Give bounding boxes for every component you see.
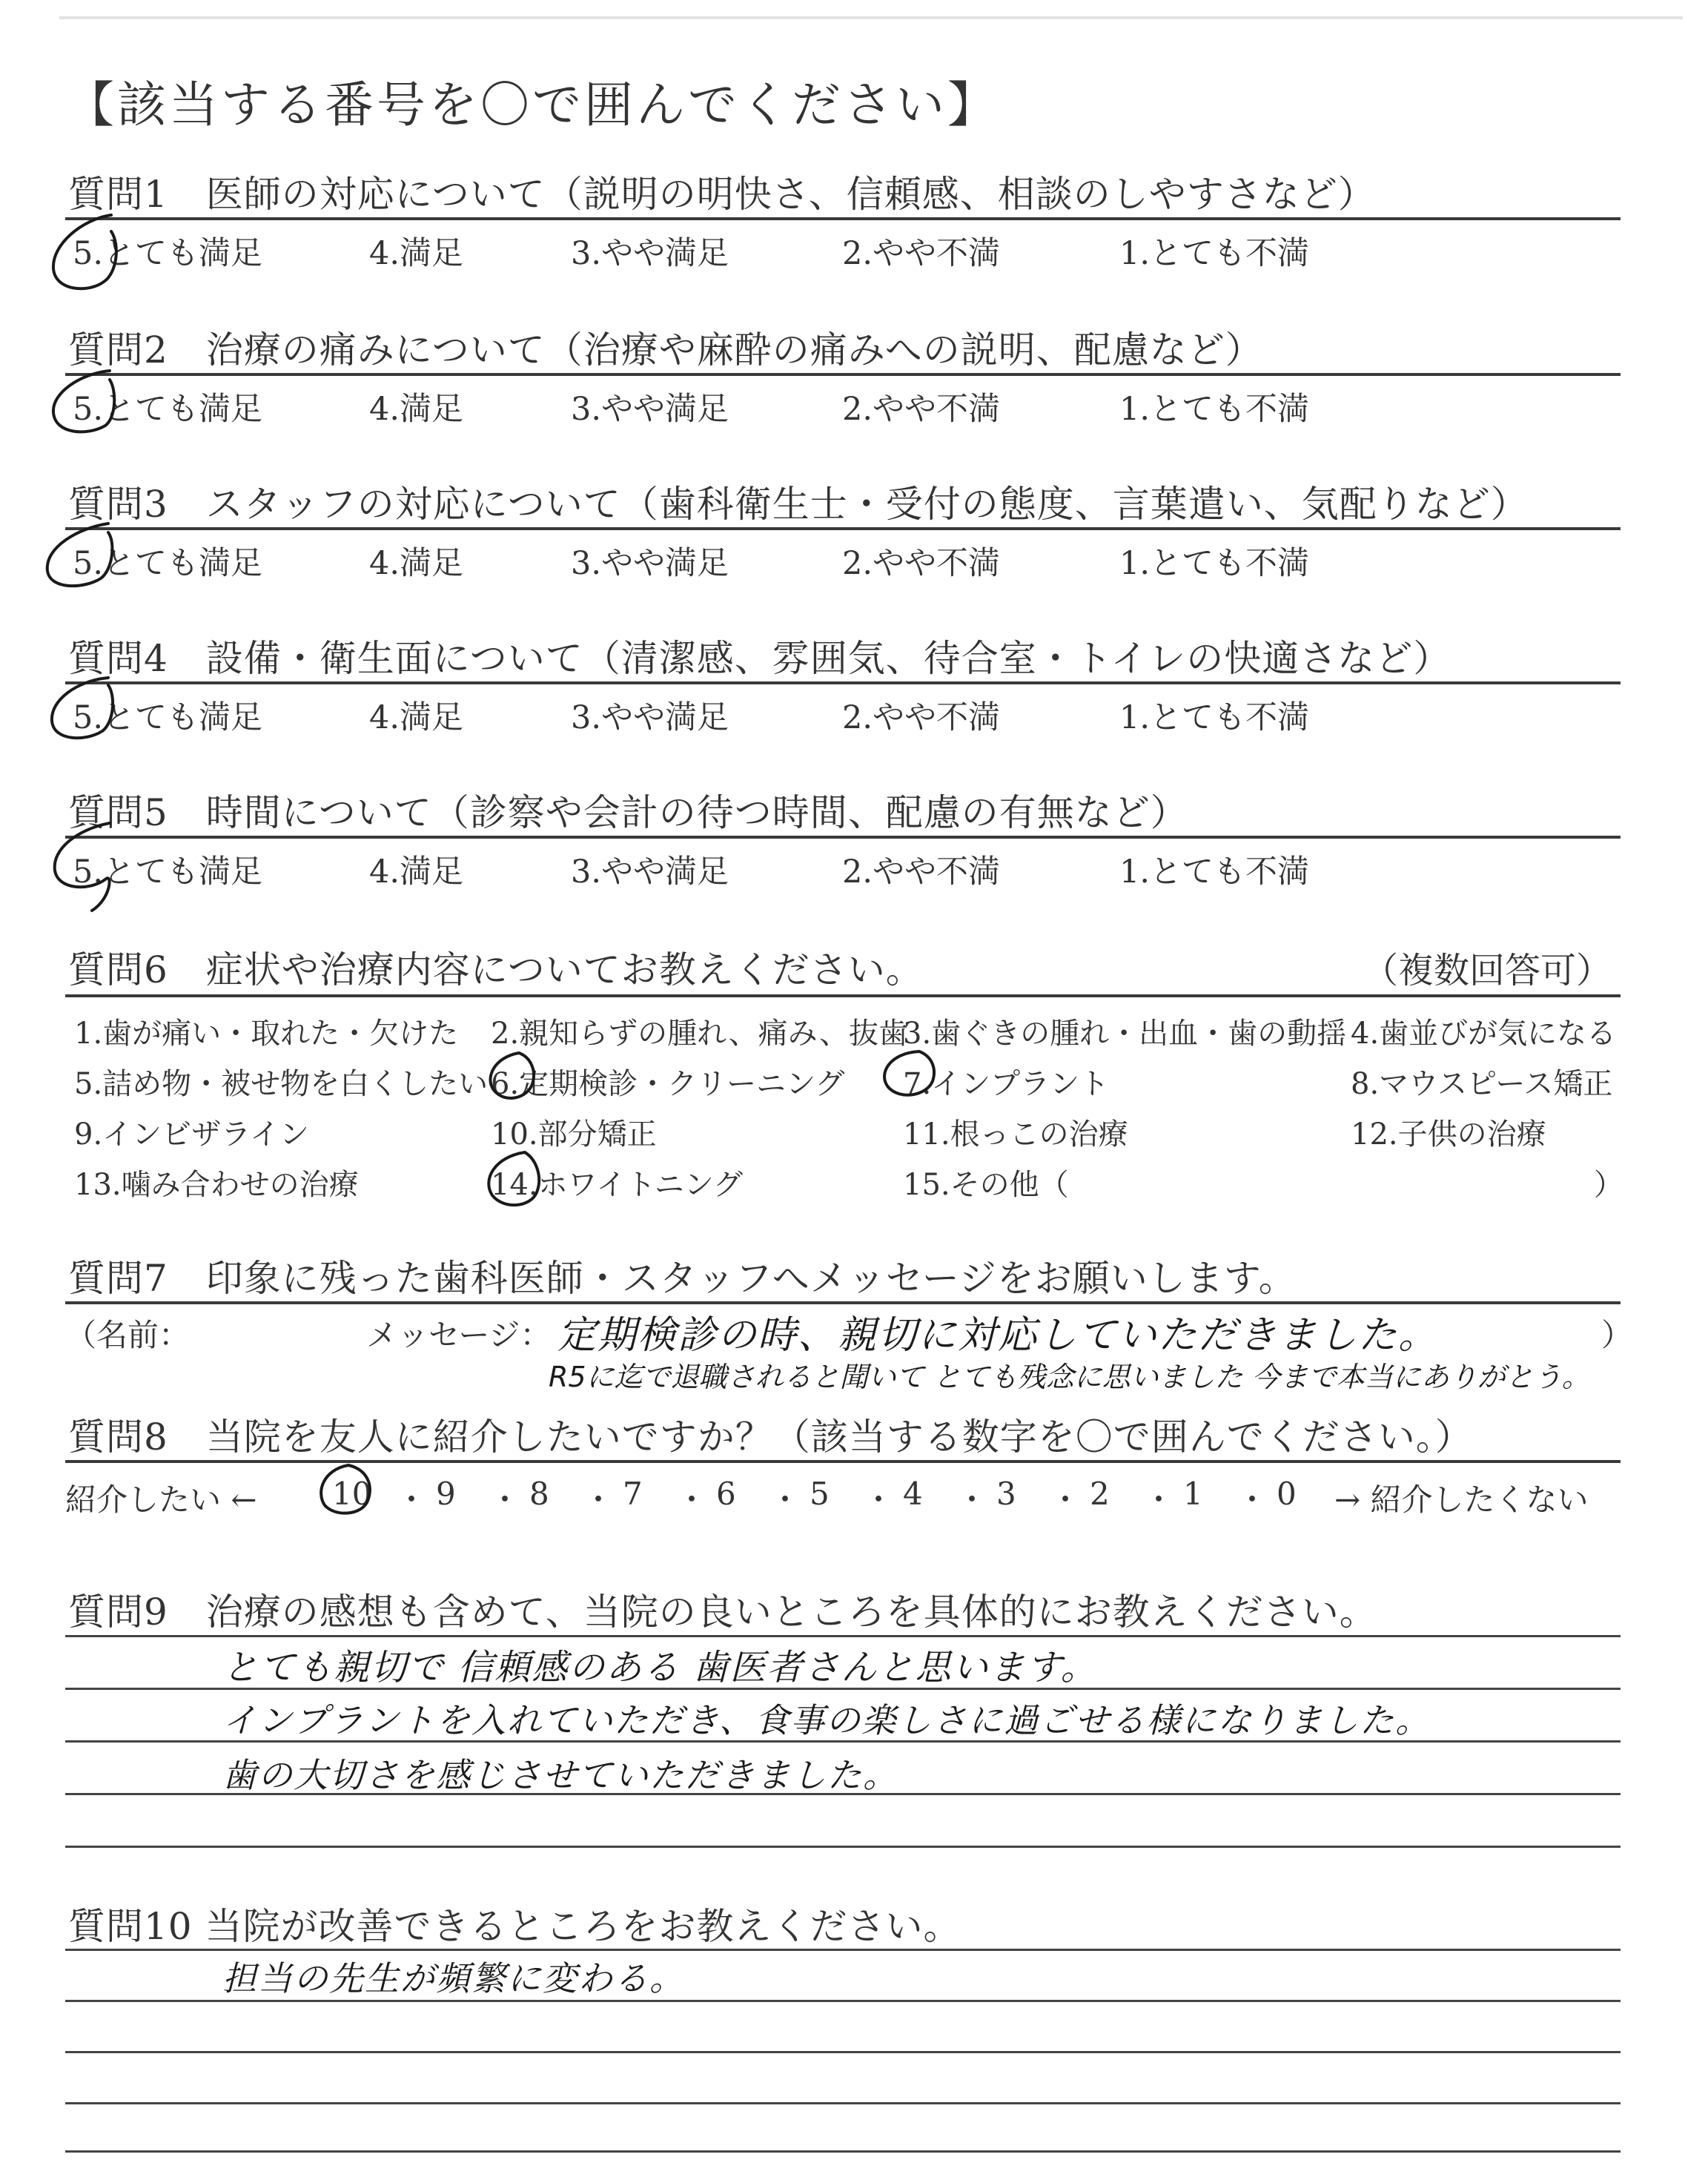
q4-circle-mark bbox=[52, 678, 113, 738]
option-3[interactable]: 3.やや満足 bbox=[571, 853, 729, 891]
option-4[interactable]: 4.満足 bbox=[369, 853, 464, 891]
option-3[interactable]: 3.やや満足 bbox=[571, 699, 729, 736]
option-3[interactable]: 3.やや満足 bbox=[571, 235, 729, 272]
scale-7[interactable]: 7 bbox=[623, 1476, 643, 1512]
question-3-title: 質問3 スタッフの対応について（歯科衛生士・受付の態度、言葉遣い、気配りなど） bbox=[68, 483, 1529, 526]
q9-handwriting-line-2: インプラントを入れていただき、食事の楽しさに過ごせる様になりました。 bbox=[222, 1700, 1431, 1740]
scale-5[interactable]: 5 bbox=[810, 1476, 830, 1512]
symptom-option-6[interactable]: 6.定期検診・クリーニング bbox=[491, 1067, 845, 1101]
question-10-title: 質問10 当院が改善できるところをお教えください。 bbox=[68, 1905, 961, 1948]
symptom-option-15[interactable]: 15.その他（ bbox=[903, 1168, 1069, 1202]
symptom-option-7[interactable]: 7.インプラント bbox=[903, 1067, 1110, 1101]
question-7-title: 質問7 印象に残った歯科医師・スタッフへメッセージをお願いします。 bbox=[68, 1257, 1297, 1300]
name-label: （名前： bbox=[65, 1317, 191, 1353]
scale-9[interactable]: 9 bbox=[436, 1476, 456, 1512]
option-5[interactable]: 5.とても満足 bbox=[73, 391, 263, 428]
question-8-title: 質問8 当院を友人に紹介したいですか？（該当する数字を〇で囲んでください。） bbox=[68, 1416, 1473, 1459]
message-label: メッセージ： bbox=[366, 1317, 552, 1353]
q6-option7-circle-mark bbox=[884, 1051, 934, 1095]
option-1[interactable]: 1.とても不満 bbox=[1119, 699, 1310, 736]
option-5[interactable]: 5.とても満足 bbox=[73, 235, 263, 272]
message-close-paren: ） bbox=[1601, 1317, 1633, 1353]
q2-circle-mark bbox=[53, 371, 114, 432]
message-handwriting-line-2: R5に迄で退職されると聞いて とても残念に思いました 今まで本当にありがとう。 bbox=[549, 1361, 1590, 1393]
other-close-paren: ） bbox=[1594, 1168, 1623, 1202]
survey-sheet: 【該当する番号を〇で囲んでください】 質問1 医師の対応について（説明の明快さ、信頼感、相談のしやすさなど） 5.とても満足 4.満足 3.やや満足 2.やや不満 1.とても不満 質問2 治療の痛みについて（治療や麻酔の痛みへの説明、配慮など） 5.とても満足 4.満足 3.やや満足 2.やや不満 1.とても不満 質問3 スタッフの対応について（歯科衛生士・受付の態度、言葉遣い、気配りなど） 5.とても満足 4.満足 3.やや満足 2.やや不満 1.とても不満 質問4 設備・衛生面について（清潔感、雰囲気、待合室・トイレの快適さなど） 5.とても満足 4.満足 3.やや満足 2.やや不満 1.とても不満 質問5 時間について（診察や会計の待つ時間、配慮の有無など） 5.とても満足 4.満足 3.やや満足 2.やや不満 1.とても不満 質問6 症状や治療内容についてお教えください。 （複数回答可） 1.歯が痛い・取れた・欠けた 2.親知らずの腫れ、痛み、抜歯 3.歯ぐきの腫れ・出血・歯の動揺 4.歯並びが気になる 5.詰め物・被せ物を白くしたい 6.定期検診・クリーニング 7.インプラント 8.マウスピース矯正 9.インビザライン 10.部分矯正 11.根っこの治療 12.子供の治療 13.噛み合わせの治療 14.ホワイトニング 15.その他（ ） 質問7 印象に残った歯科医師・スタッフへメッセージをお願いします。 （名前： メッセージ： ） 定期検診の時、親切に対応していただきました。 R5に迄で退職されると聞いて とても残念に思いました 今まで本当にありがとう。 質問8 当院を友人に紹介したいですか？（該当する数字を〇で囲んでください。） 紹介したい ← → 紹介したくない 10 ・ 9 ・ 8 ・ 7 ・ 6 ・ 5 ・ 4 ・ 3 ・ 2 ・ 1 ・ 0 質問9 治療の感想も含めて、当院の良いところを具体的にお教えください。 とても親切で 信頼感のある 歯医者さんと思います。 インプラントを入れていただき、食事の楽しさに過ごせる様になりました。 歯の大切さを感じさせていただきました。 質問10 当院が改善できるところをお教えください。 担当の先生が頻繁に変わる。 bbox=[0, 0, 1708, 2160]
scale-6[interactable]: 6 bbox=[716, 1476, 736, 1512]
symptom-option-3[interactable]: 3.歯ぐきの腫れ・出血・歯の動揺 bbox=[903, 1017, 1347, 1051]
option-1[interactable]: 1.とても不満 bbox=[1119, 391, 1310, 428]
option-5[interactable]: 5.とても満足 bbox=[73, 853, 263, 891]
q9-handwriting-line-3: 歯の大切さを感じさせていただきました。 bbox=[222, 1755, 898, 1795]
symptom-option-5[interactable]: 5.詰め物・被せ物を白くしたい bbox=[74, 1067, 489, 1101]
question-5-title: 質問5 時間について（診察や会計の待つ時間、配慮の有無など） bbox=[68, 791, 1188, 834]
q6-option6-circle-mark bbox=[490, 1053, 534, 1098]
symptom-option-2[interactable]: 2.親知らずの腫れ、痛み、抜歯 bbox=[491, 1017, 908, 1051]
symptom-option-4[interactable]: 4.歯並びが気になる bbox=[1351, 1017, 1617, 1051]
q1-circle-mark bbox=[53, 215, 116, 288]
q5-circle-mark bbox=[55, 823, 110, 911]
option-3[interactable]: 3.やや満足 bbox=[571, 391, 729, 428]
question-6-title: 質問6 症状や治療内容についてお教えください。 bbox=[68, 948, 924, 991]
option-4[interactable]: 4.満足 bbox=[369, 545, 464, 582]
option-2[interactable]: 2.やや不満 bbox=[842, 545, 1001, 582]
option-1[interactable]: 1.とても不満 bbox=[1119, 235, 1310, 272]
message-handwriting-line-1: 定期検診の時、親切に対応していただきました。 bbox=[557, 1313, 1439, 1358]
symptom-option-1[interactable]: 1.歯が痛い・取れた・欠けた bbox=[74, 1017, 459, 1051]
q10-handwriting-line-1: 担当の先生が頻繁に変わる。 bbox=[222, 1958, 685, 1998]
option-4[interactable]: 4.満足 bbox=[369, 391, 464, 428]
symptom-option-8[interactable]: 8.マウスピース矯正 bbox=[1351, 1067, 1613, 1101]
option-4[interactable]: 4.満足 bbox=[369, 699, 464, 736]
option-2[interactable]: 2.やや不満 bbox=[842, 853, 1001, 891]
symptom-option-9[interactable]: 9.インビザライン bbox=[74, 1117, 309, 1152]
q8-scale10-circle-mark bbox=[321, 1465, 370, 1513]
page-header: 【該当する番号を〇で囲んでください】 bbox=[65, 76, 999, 133]
scale-1[interactable]: 1 bbox=[1183, 1476, 1203, 1512]
scale-10[interactable]: 10 bbox=[332, 1476, 372, 1512]
option-5[interactable]: 5.とても満足 bbox=[73, 699, 263, 736]
option-5[interactable]: 5.とても満足 bbox=[73, 545, 263, 582]
symptom-option-12[interactable]: 12.子供の治療 bbox=[1351, 1117, 1546, 1152]
symptom-option-14[interactable]: 14.ホワイトニング bbox=[491, 1168, 744, 1202]
q6-option14-circle-mark bbox=[489, 1152, 539, 1205]
recommend-left-label: 紹介したい ← bbox=[65, 1482, 257, 1518]
option-2[interactable]: 2.やや不満 bbox=[842, 699, 1001, 736]
question-2-title: 質問2 治療の痛みについて（治療や麻酔の痛みへの説明、配慮など） bbox=[68, 328, 1263, 371]
option-3[interactable]: 3.やや満足 bbox=[571, 545, 729, 582]
question-9-title: 質問9 治療の感想も含めて、当院の良いところを具体的にお教えください。 bbox=[68, 1591, 1377, 1634]
scale-2[interactable]: 2 bbox=[1090, 1476, 1110, 1512]
question-4-title: 質問4 設備・衛生面について（清潔感、雰囲気、待合室・トイレの快適さなど） bbox=[68, 637, 1452, 680]
multiple-answer-note: （複数回答可） bbox=[1363, 950, 1612, 991]
option-2[interactable]: 2.やや不満 bbox=[842, 235, 1001, 272]
symptom-option-13[interactable]: 13.噛み合わせの治療 bbox=[74, 1168, 359, 1202]
option-1[interactable]: 1.とても不満 bbox=[1119, 853, 1310, 891]
symptom-option-11[interactable]: 11.根っこの治療 bbox=[903, 1117, 1128, 1152]
option-1[interactable]: 1.とても不満 bbox=[1119, 545, 1310, 582]
q9-handwriting-line-1: とても親切で 信頼感のある 歯医者さんと思います。 bbox=[222, 1647, 1098, 1688]
scale-8[interactable]: 8 bbox=[529, 1476, 549, 1512]
q3-circle-mark bbox=[47, 524, 113, 586]
option-2[interactable]: 2.やや不満 bbox=[842, 391, 1001, 428]
scale-3[interactable]: 3 bbox=[996, 1476, 1016, 1512]
recommend-right-label: → 紹介したくない bbox=[1334, 1482, 1589, 1518]
option-4[interactable]: 4.満足 bbox=[369, 235, 464, 272]
scale-4[interactable]: 4 bbox=[903, 1476, 923, 1512]
scale-0[interactable]: 0 bbox=[1277, 1476, 1297, 1512]
symptom-option-10[interactable]: 10.部分矯正 bbox=[491, 1117, 657, 1152]
question-1-title: 質問1 医師の対応について（説明の明快さ、信頼感、相談のしやすさなど） bbox=[68, 173, 1376, 216]
